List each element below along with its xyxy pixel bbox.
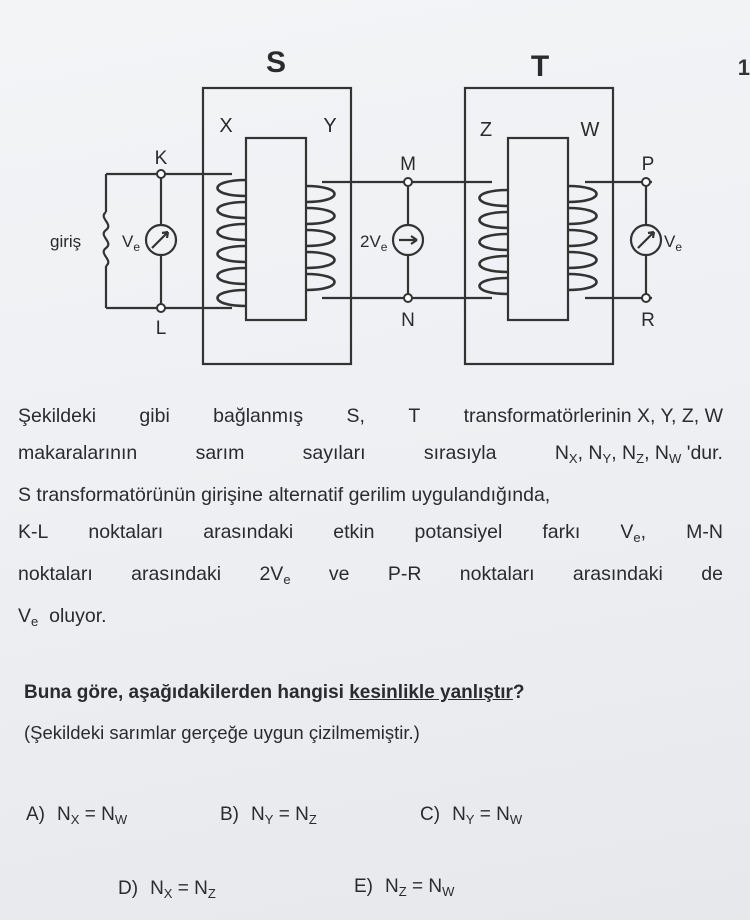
voltmeter-1-needle xyxy=(152,232,168,248)
statement-line-4: K-L noktaları arasındaki etkin potansiyel farkı $V_e$, M-N xyxy=(18,521,723,545)
terminal-m xyxy=(404,178,412,186)
label-coil-x: X xyxy=(219,115,233,137)
label-point-l: L xyxy=(155,318,167,339)
drawing-note: (Şekildeki sarımlar gerçeğe uygun çizilmemiştir.) xyxy=(24,722,420,743)
label-coil-y: Y xyxy=(323,115,337,137)
label-meter-2: $2V_e$ xyxy=(360,232,388,254)
option-d[interactable]: D) $N_X = N_Z$ xyxy=(118,878,216,901)
label-point-m: M xyxy=(400,154,416,175)
terminal-n xyxy=(404,294,412,302)
voltmeter-3-needle xyxy=(638,232,654,248)
label-meter-1: $V_e$ xyxy=(122,232,141,254)
problem-statement xyxy=(18,398,723,640)
voltmeter-2-needle xyxy=(399,236,417,244)
transformer-circuit-diagram xyxy=(40,40,700,380)
option-a[interactable]: A) $N_X = N_W$ xyxy=(26,804,128,827)
page-number-fragment: 1 xyxy=(737,55,750,80)
option-e[interactable]: E) $N_Z = N_W$ xyxy=(354,876,455,899)
terminal-l xyxy=(157,304,165,312)
label-point-k: K xyxy=(154,148,168,169)
terminal-k xyxy=(157,170,165,178)
statement-line-3: S transformatörünün girişine alternatif gerilim uygulandığında, xyxy=(18,484,551,506)
label-point-r: R xyxy=(641,310,655,331)
question-emphasis: kesinlikle yanlıştır xyxy=(349,682,513,703)
label-point-n: N xyxy=(401,310,415,331)
coil-z-winding xyxy=(480,190,509,294)
label-transformer-t: T xyxy=(530,50,550,83)
label-input: giriş xyxy=(50,232,82,251)
statement-line-6: $V_e$ oluyor. xyxy=(18,605,107,629)
coil-x-winding xyxy=(218,180,247,306)
label-transformer-s: S xyxy=(265,46,287,79)
input-source-symbol xyxy=(104,212,109,266)
statement-line-5: noktaları arasındaki $2V_e$ ve P-R noktaları arasındaki de xyxy=(18,563,723,587)
label-coil-w: W xyxy=(580,119,600,141)
option-b[interactable]: B) $N_Y = N_Z$ xyxy=(220,804,317,827)
option-c[interactable]: C) $N_Y = N_W$ xyxy=(420,804,523,827)
terminal-r xyxy=(642,294,650,302)
label-point-p: P xyxy=(641,154,655,175)
statement-line-2: makaralarının sarım sayıları sırasıyla $N_X$, $N_Y$, $N_Z$, $N_W$ 'dur. xyxy=(18,435,723,477)
core-s-inner xyxy=(246,138,306,320)
core-t-inner xyxy=(508,138,568,320)
question-prompt: Buna göre, aşağıdakilerden hangisi kesinlikle yanlıştır? xyxy=(24,682,525,703)
turns-list: $N_X$, $N_Y$, $N_Z$, $N_W$ 'dur. xyxy=(554,442,723,466)
label-coil-z: Z xyxy=(479,119,493,141)
label-meter-3: $V_e$ xyxy=(664,232,683,254)
coil-w-winding xyxy=(568,186,597,290)
terminal-p xyxy=(642,178,650,186)
coil-y-winding xyxy=(306,186,335,290)
statement-line-1: Şekildeki gibi bağlanmış S, T transformatörlerinin X, Y, Z, W xyxy=(18,405,723,427)
